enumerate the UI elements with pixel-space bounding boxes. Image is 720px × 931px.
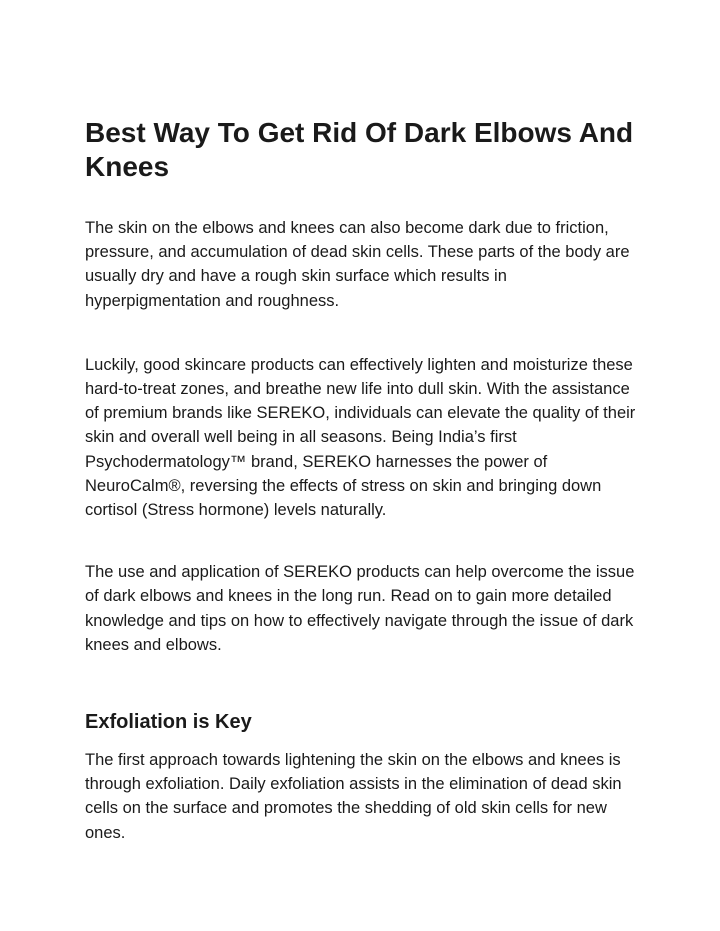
article-title: Best Way To Get Rid Of Dark Elbows And Knees [85, 117, 634, 182]
exfoliation-paragraph: The first approach towards lightening the skin on the elbows and knees is through exfoliation. Daily exfoliation assists in the elimination of dead skin cells on the surface and promotes the shedding of old skin cells for new ones. [85, 751, 622, 842]
document-page [85, 116, 645, 845]
section-heading: Exfoliation is Key [85, 711, 252, 734]
sereko-paragraph: Luckily, good skincare products can effectively lighten and moisturize these hard-to-treat zones, and breathe new life into dull skin. With the assistance of premium brands like SEREKO, individuals can elevate the quality of their skin and overall well being in all seasons. Being India’s first Psychodermatology™ brand, SEREKO harnesses the power of NeuroCalm®, reversing the effects of stress on skin and bringing down cortisol (Stress hormone) levels naturally. [85, 355, 636, 520]
intro-paragraph: The skin on the elbows and knees can also become dark due to friction, pressure, and accumulation of dead skin cells. These parts of the body are usually dry and have a rough skin surface which results in hyperpigmentation and roughness. [85, 219, 630, 310]
usage-paragraph: The use and application of SEREKO products can help overcome the issue of dark elbows and knees in the long run. Read on to gain more detailed knowledge and tips on how to effectively navigate through the issue of dark knees and elbows. [85, 563, 635, 654]
